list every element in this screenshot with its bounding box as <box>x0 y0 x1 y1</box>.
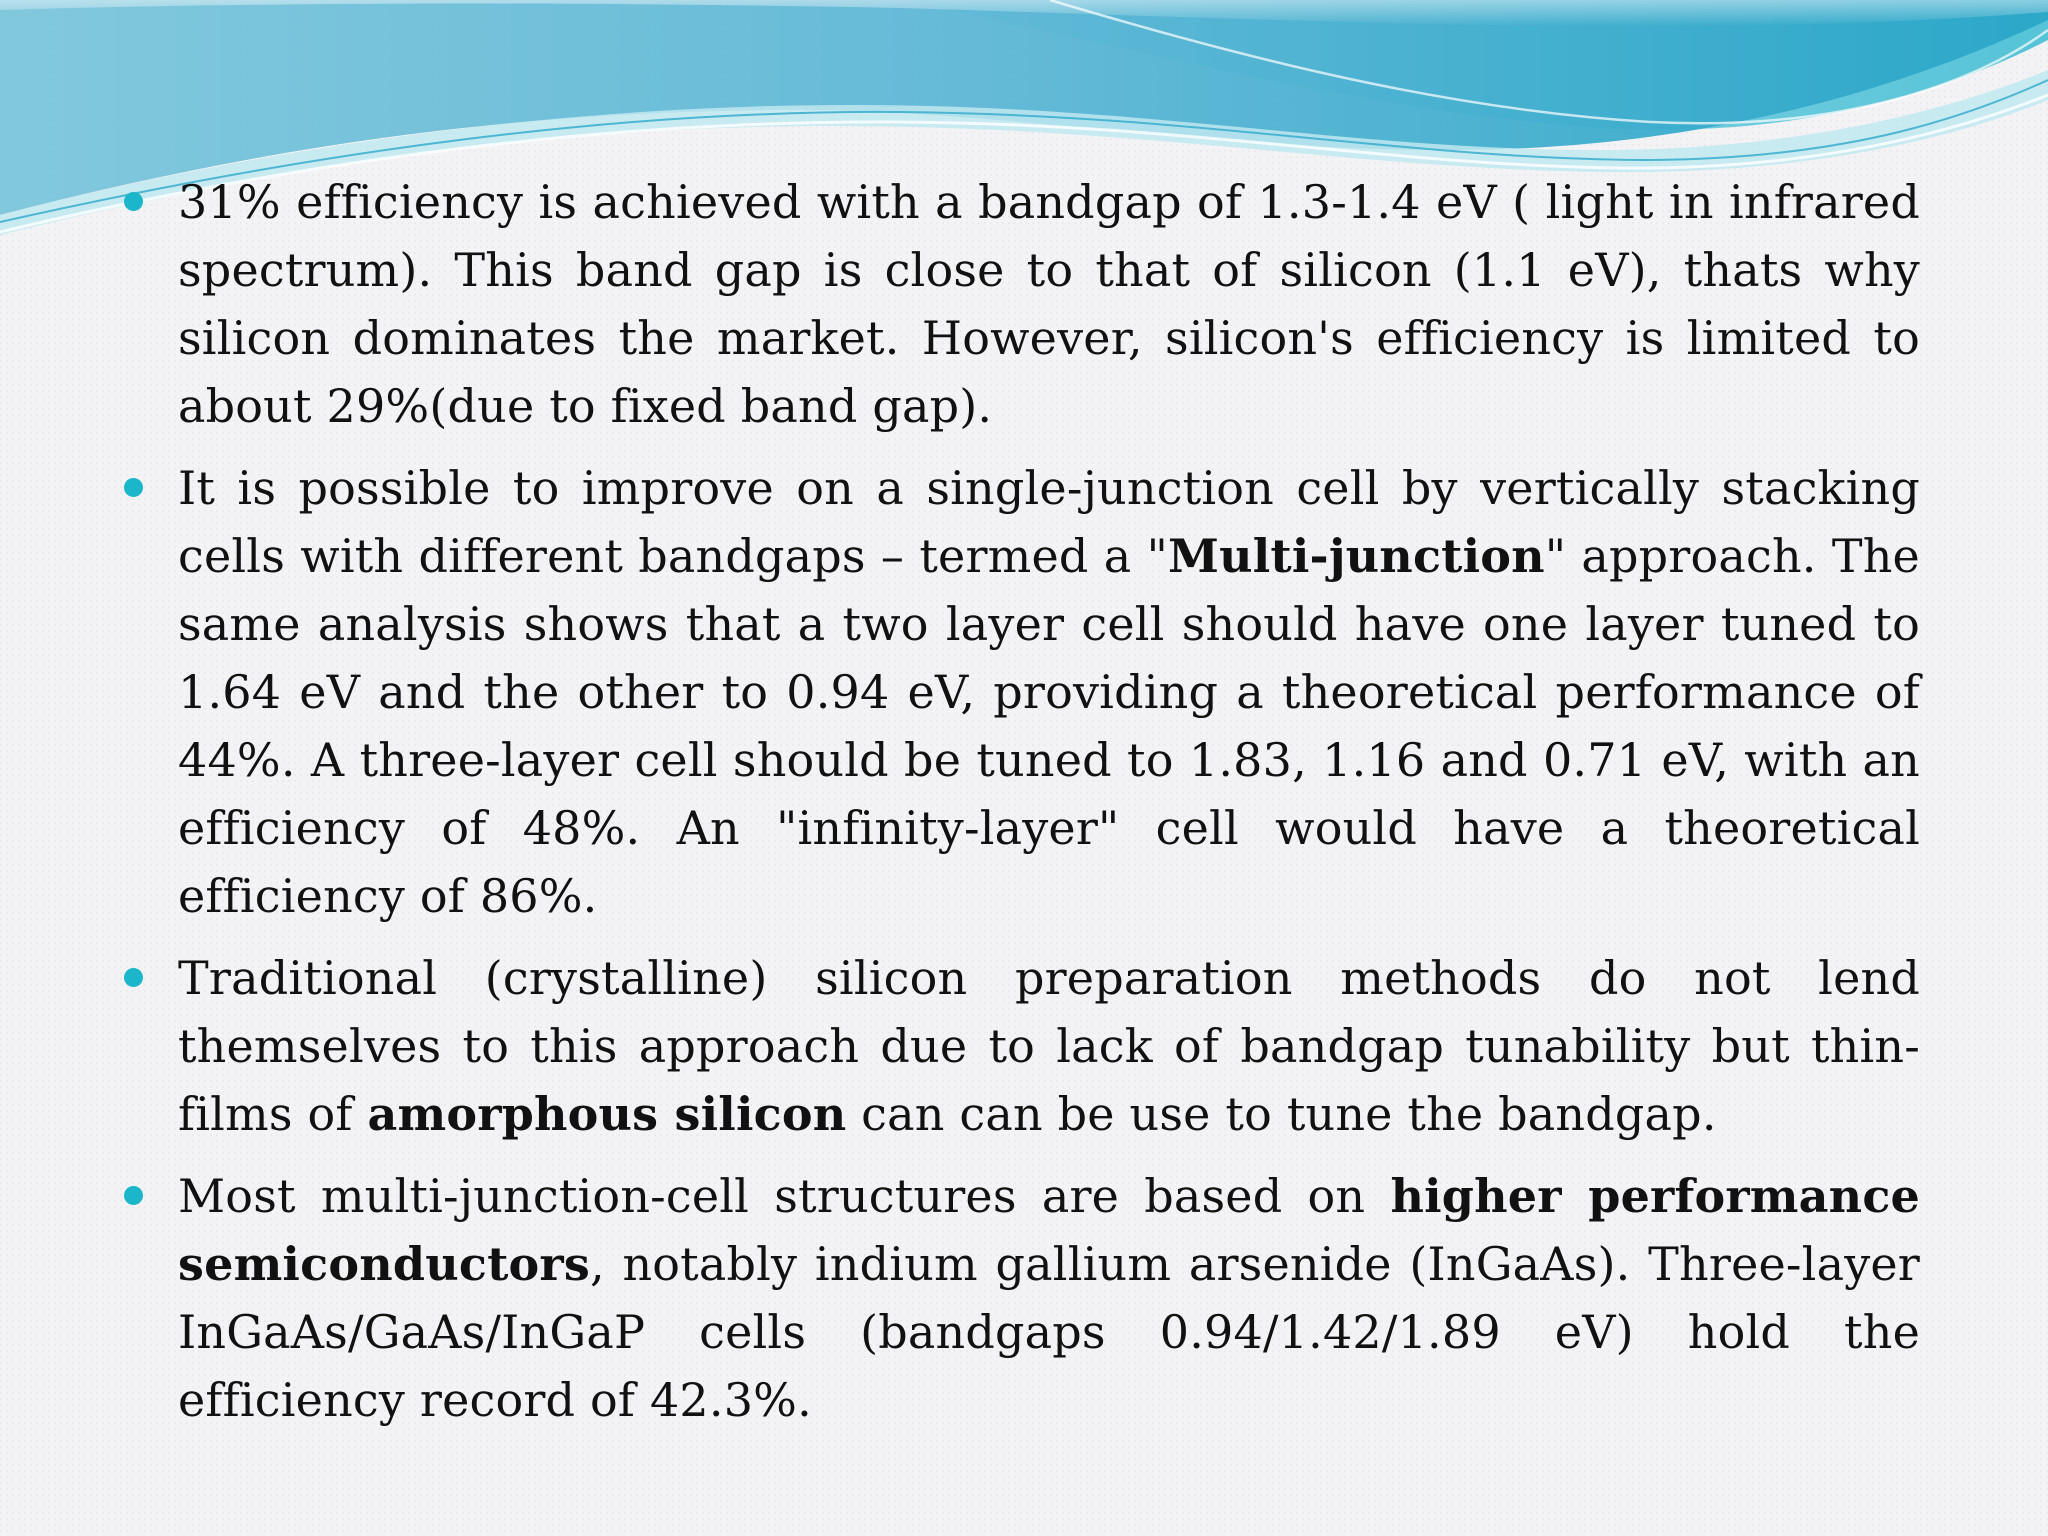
bullet-list <box>120 168 1920 1448</box>
bullet-text-after: can can be use to tune the bandgap. <box>846 1087 1717 1141</box>
bullet-text-after: , notably indium gallium arsenide (InGaAs). Three-layer InGaAs/GaAs/InGaP cells (bandgaps 0.94/1.42/1.89 eV) hold the efficiency record of 42.3%. <box>178 1237 1920 1427</box>
bullet-higher-performance <box>120 1162 1920 1434</box>
bullet-text-after: " approach. The same analysis shows that a two layer cell should have one layer tuned to 1.64 eV and the other to 0.94 eV, providing a theoretical performance of 44%. A three-layer cell should be tuned to 1.83, 1.16 and 0.71 eV, with an efficiency of 48%. An "infinity-layer" cell would have a theoretical efficiency of 86%. <box>178 529 1920 923</box>
bullet-traditional-silicon <box>120 944 1920 1148</box>
bullet-text-before: Traditional (crystalline) silicon preparation methods do not lend themselves to this approach due to lack of bandgap tunability but thin-films of <box>178 951 1920 1141</box>
bullet-emphasis: amorphous silicon <box>367 1087 847 1141</box>
bullet-emphasis: higher performance semiconductors <box>178 1169 1920 1291</box>
bullet-efficiency-bandgap <box>120 168 1920 440</box>
bullet-text: 31% efficiency is achieved with a bandgap of 1.3-1.4 eV ( light in infrared spectrum). This band gap is close to that of silicon (1.1 eV), thats why silicon dominates the market. However, silicon's efficiency is limited to about 29%(due to fixed band gap). <box>178 175 1920 433</box>
bullet-text-before: It is possible to improve on a single-junction cell by vertically stacking cells with different bandgaps – termed a " <box>178 461 1920 583</box>
bullet-emphasis: Multi-junction <box>1167 529 1545 583</box>
bullet-text-before: Most multi-junction-cell structures are based on <box>178 1169 1391 1223</box>
bullet-multi-junction <box>120 454 1920 930</box>
